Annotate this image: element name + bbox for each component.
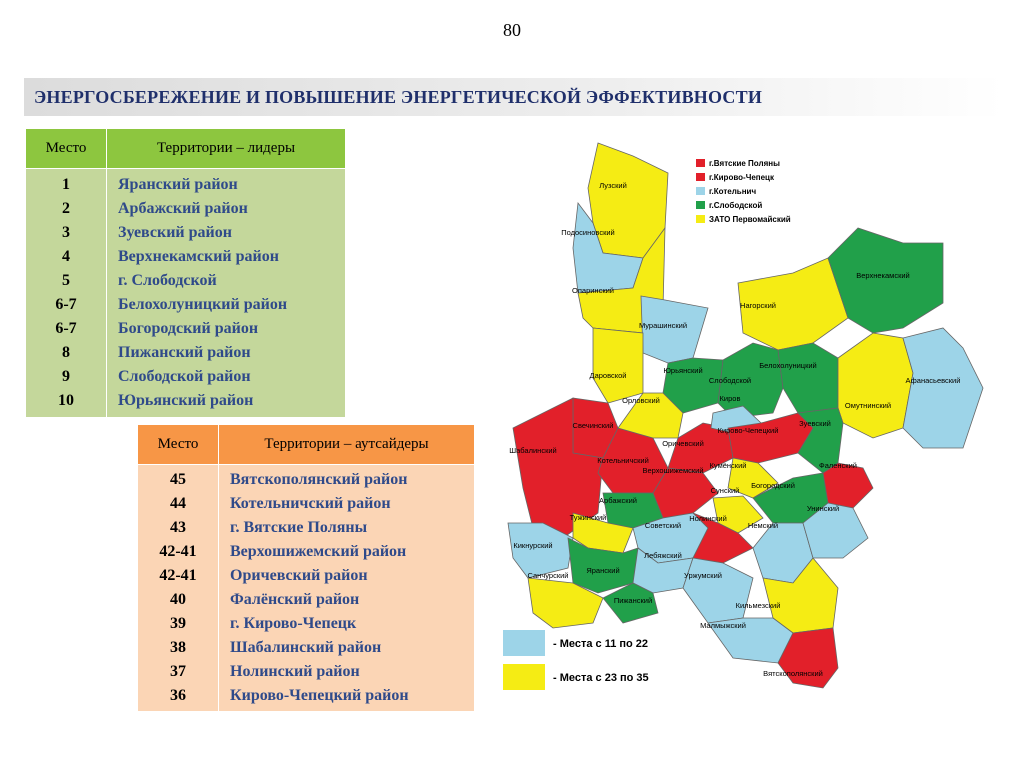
map-region-label: Кумёнский [709,461,747,470]
outsider-place: 36 [170,687,186,704]
title-banner [24,78,1004,116]
leader-place: 10 [58,392,74,409]
outsider-territory: Оричевский район [230,567,368,584]
city-legend-swatch [696,201,705,209]
map-region-label: Тужинский [569,513,607,522]
city-legend-swatch [696,187,705,195]
map-region-label: Котельничский [597,456,649,465]
leader-place: 3 [62,224,70,241]
leader-territory: Богородский район [118,320,259,337]
map-region-label: Пижанский [613,596,653,605]
map-region-label: Кильмезский [735,601,781,610]
map-region-label: Нолинский [689,514,727,523]
leaders-names-cell [107,169,346,418]
map-region-label: Зуевский [799,419,831,428]
outsider-place: 43 [170,519,186,536]
outsiders-places-cell [138,465,219,712]
outsiders-body-row [138,465,475,712]
map-region-label: Юрьянский [663,366,703,375]
map-region-label: Подосиновский [561,228,615,237]
map-region-label: Уржумский [684,571,722,580]
outsiders-col-place: Место [138,425,219,465]
leader-territory: г. Слободской [118,272,217,289]
leader-territory: Белохолуницкий район [118,296,288,313]
city-legend-label: г.Котельнич [709,187,757,196]
map-region-label: Фаленский [819,461,857,470]
leader-territory: Слободской район [118,368,251,385]
map-region-label: Кикнурский [513,541,553,550]
map-region-label: Кирово-Чепецкий [717,426,779,435]
outsiders-names-cell [219,465,475,712]
leader-territory: Яранский район [118,176,238,193]
leader-place: 6-7 [55,296,77,313]
leader-place: 9 [62,368,70,385]
map-region-label: Верхнекамский [856,271,910,280]
leader-place: 2 [62,200,70,217]
map-region-label: Афанасьевский [905,376,961,385]
outsider-place: 37 [170,663,186,680]
leader-territory: Юрьянский район [118,392,254,409]
leader-place: 6-7 [55,320,77,337]
map-region-label: Советский [644,521,682,530]
outsider-territory: Кирово-Чепецкий район [230,687,409,704]
map-region-label: Вятскополянский [763,669,823,678]
map-canvas [493,128,989,696]
page-number: 80 [503,20,521,40]
map-region-label: Опаринский [572,286,614,295]
leader-territory: Арбажский район [118,200,248,217]
outsider-place: 38 [170,639,186,656]
map-region-label: Сунский [710,486,740,495]
map-region-label: Богородский [751,481,795,490]
range-legend-swatch [503,664,545,690]
map-region-label: Яранский [586,566,620,575]
outsider-territory: Котельничский район [230,495,391,512]
range-legend-label: - Места с 23 по 35 [553,672,649,684]
leader-place: 1 [62,176,70,193]
map-region-label: Санчурский [527,571,569,580]
range-legend-label: - Места с 11 по 22 [553,638,649,650]
map-region-label: Слободской [708,376,752,385]
leaders-col-territory: Территории – лидеры [107,129,346,169]
leaders-places-cell [26,169,107,418]
map-region-label: Орловский [622,396,660,405]
outsider-territory: Фалёнский район [230,591,360,608]
outsider-place: 42-41 [159,567,197,584]
city-legend-label: ЗАТО Первомайский [709,215,791,224]
leader-place: 5 [62,272,70,289]
leaders-body-row [26,169,346,418]
range-legend-swatch [503,630,545,656]
leader-place: 4 [62,248,70,265]
city-legend-swatch [696,215,705,223]
kirov-region-map [493,128,989,696]
map-region-label: Арбажский [599,496,637,505]
city-legend-label: г.Вятские Поляны [709,159,780,168]
map-region-label: Белохолуницкий [759,361,817,370]
map-region-label: Немский [747,521,779,530]
city-legend-label: г.Кирово-Чепецк [709,173,774,182]
outsider-place: 45 [170,471,186,488]
map-region-label: Верхошижемский [642,466,704,475]
map-region-label: Киров [719,394,741,403]
map-region-label: Малмыжский [700,621,746,630]
map-region-label: Оричевский [662,439,704,448]
map-region-label: Омутнинский [844,401,892,410]
map-region-label: Шабалинский [509,446,557,455]
leader-territory: Верхнекамский район [118,248,279,265]
outsider-place: 42-41 [159,543,197,560]
outsider-place: 40 [170,591,186,608]
city-legend-swatch [696,159,705,167]
outsiders-col-territory: Территории – аутсайдеры [219,425,475,465]
leaders-table [25,128,346,418]
leader-territory: Пижанский район [118,344,251,361]
leader-territory: Зуевский район [118,224,232,241]
page-title: ЭНЕРГОСБЕРЕЖЕНИЕ И ПОВЫШЕНИЕ ЭНЕРГЕТИЧЕСКОЙ ЭФФЕКТИВНОСТИ [34,87,763,107]
outsider-territory: г. Вятские Поляны [230,519,368,536]
city-legend-swatch [696,173,705,181]
city-legend-label: г.Слободской [709,201,763,210]
outsider-place: 39 [170,615,186,632]
map-region-label: Лузский [599,181,627,190]
outsider-territory: Нолинский район [230,663,360,680]
outsiders-table [137,424,475,712]
outsider-territory: Вятскополянский район [230,471,408,488]
map-region-label: Мурашинский [638,321,688,330]
map-region-label: Даровской [589,371,627,380]
outsider-territory: Верхошижемский район [230,543,407,560]
outsider-territory: г. Кирово-Чепецк [230,615,357,632]
leaders-col-place: Место [26,129,107,169]
map-region-label: Лебяжский [644,551,682,560]
outsider-place: 44 [170,495,186,512]
outsider-territory: Шабалинский район [230,639,382,656]
map-region-label: Нагорский [740,301,776,310]
leader-place: 8 [62,344,70,361]
map-region-label: Унинский [806,504,840,513]
map-region-label: Свечинский [572,421,614,430]
